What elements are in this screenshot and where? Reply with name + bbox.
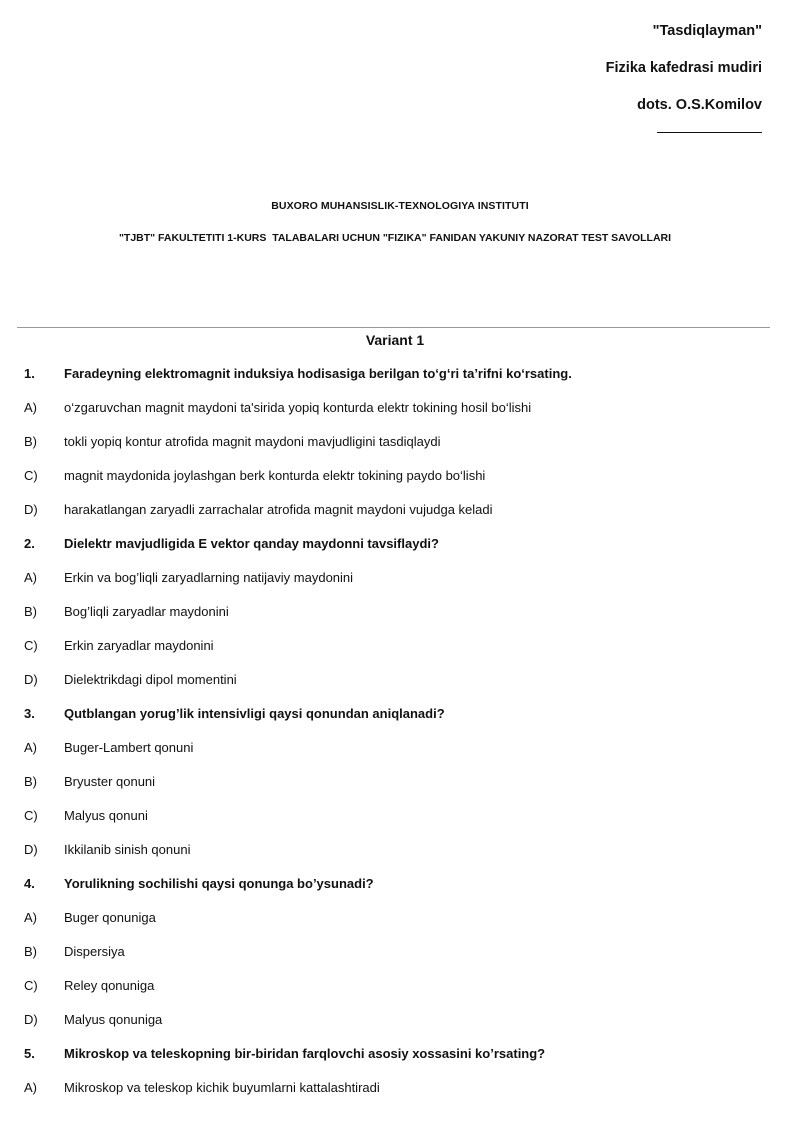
option-letter: B) [24,944,37,959]
option-text: Dispersiya [64,944,125,959]
question-2-option-b [0,595,800,629]
question-3-option-c [0,799,800,833]
option-text: magnit maydonida joylashgan berk konturda elektr tokining paydo bo‘lishi [64,468,486,483]
option-text: tokli yopiq kontur atrofida magnit maydoni mavjudligini tasdiqlaydi [64,434,441,449]
option-text: Bryuster qonuni [64,774,156,789]
variant-heading: Variant 1 [365,332,425,348]
question-3-option-d [0,833,800,867]
option-letter: A) [24,570,37,585]
question-5 [0,1037,800,1071]
option-text: Erkin zaryadlar maydonini [64,638,214,653]
question-3-option-a [0,731,800,765]
question-2-option-c [0,629,800,663]
question-text: Qutblangan yorug’lik intensivligi qaysi qonundan aniqlanadi? [64,706,445,721]
approval-position: Fizika kafedrasi mudiri [605,60,762,76]
question-text: Dielektr mavjudligida E vektor qanday maydonni tavsiflaydi? [64,536,439,551]
option-letter: C) [24,808,38,823]
option-text: Reley qonuniga [64,978,155,993]
question-4-option-b [0,935,800,969]
option-text: Mikroskop va teleskop kichik buyumlarni kattalashtiradi [64,1080,380,1095]
question-1-option-d [0,493,800,527]
question-3 [0,697,800,731]
approval-block [606,18,762,133]
option-letter: A) [24,910,37,925]
option-letter: A) [24,1080,37,1095]
question-text: Yorulikning sochilishi qaysi qonunga bo’ysunadi? [64,876,374,891]
option-letter: D) [24,672,38,687]
option-text: Ikkilanib sinish qonuni [64,842,191,857]
question-5-option-a [0,1071,800,1105]
question-1-option-c [0,459,800,493]
question-number: 4. [24,876,35,891]
question-4-option-d [0,1003,800,1037]
option-letter: C) [24,978,38,993]
question-number: 5. [24,1046,35,1061]
question-number: 2. [24,536,35,551]
option-letter: A) [24,400,37,415]
option-letter: C) [24,468,38,483]
signature-line [657,132,762,133]
test-subtitle: "TJBT" FAKULTETITI 1-KURS TALABALARI UCHUN "FIZIKA" FANIDAN YAKUNIY NAZORAT TEST SAVOLLARI [118,232,672,244]
question-3-option-b [0,765,800,799]
option-text: harakatlangan zaryadli zarrachalar atrofida magnit maydoni vujudga keladi [64,502,493,517]
option-letter: B) [24,774,37,789]
question-2-option-a [0,561,800,595]
question-number: 3. [24,706,35,721]
option-text: Bog’liqli zaryadlar maydonini [64,604,229,619]
approval-title: "Tasdiqlayman" [652,23,762,39]
option-text: Malyus qonuni [64,808,148,823]
approval-name: dots. O.S.Komilov [637,97,762,113]
question-4-option-a [0,901,800,935]
option-letter: D) [24,1012,38,1027]
question-2 [0,527,800,561]
question-4 [0,867,800,901]
option-text: Erkin va bog’liqli zaryadlarning natijaviy maydonini [64,570,354,585]
option-letter: B) [24,434,37,449]
question-text: Mikroskop va teleskopning bir-biridan farqlovchi asosiy xossasini ko’rsating? [64,1046,546,1061]
option-text: Malyus qonuniga [64,1012,163,1027]
question-1 [0,357,800,391]
option-text: Dielektrikdagi dipol momentini [64,672,237,687]
option-text: Buger qonuniga [64,910,156,925]
question-list [0,357,800,1105]
question-4-option-c [0,969,800,1003]
question-number: 1. [24,366,35,381]
option-text: Buger-Lambert qonuni [64,740,194,755]
option-letter: B) [24,604,37,619]
option-text: o‘zgaruvchan magnit maydoni ta'sirida yopiq konturda elektr tokining hosil bo‘lishi [64,400,532,415]
question-text: Faradeyning elektromagnit induksiya hodisasiga berilgan to‘g‘ri ta’rifni ko‘rsating. [64,366,572,381]
divider-line [17,327,770,328]
question-1-option-a [0,391,800,425]
option-letter: C) [24,638,38,653]
option-letter: D) [24,502,38,517]
question-2-option-d [0,663,800,697]
option-letter: A) [24,740,37,755]
option-letter: D) [24,842,38,857]
question-1-option-b [0,425,800,459]
institute-title: BUXORO MUHANSISLIK-TEXNOLOGIYA INSTITUTI [271,200,529,212]
